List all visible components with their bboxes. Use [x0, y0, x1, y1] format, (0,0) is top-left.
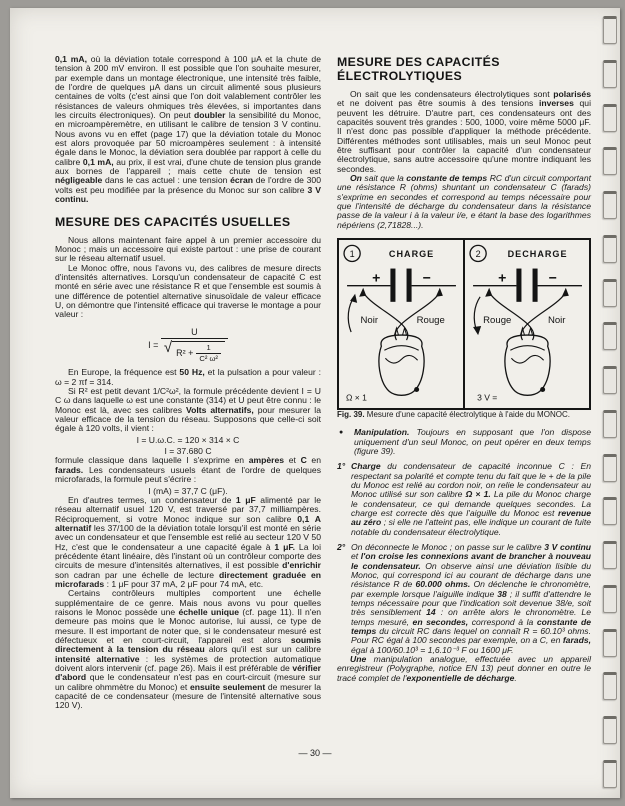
- binding-hole: [603, 147, 617, 175]
- monoc-meter-icon: [379, 328, 424, 395]
- binding-hole: [603, 629, 617, 657]
- manipulation-intro: [337, 428, 591, 456]
- figure-39: [337, 238, 591, 410]
- lead-wires: [485, 288, 569, 340]
- binding-hole: [603, 104, 617, 132]
- paragraph: Le Monoc offre, nous l'avons vu, des calibres de mesure directs d'intensités alternatives. Lorsqu'un condensateur de capacité C est monté en série avec une résistance R et que l'ensemble est soumis à une différence de potentiel alternative sinusoïdale de valeur efficace U, on démontre que l'intensité efficace qui traverse le montage a pour valeur :: [55, 262, 321, 320]
- svg-text:+: +: [372, 269, 381, 286]
- binding-hole: [603, 366, 617, 394]
- paragraph: En Europe, la fréquence est 50 Hz, et la pulsation a pour valeur : ω = 2 πf = 314.: [55, 367, 321, 387]
- paragraph-intro: 0,1 mA, où la déviation totale correspond à 100 μA et la chute de tension à 200 mV environ. Il est possible que l'on souhaite mesurer, par exemple dans un montage électronique, une intensité très faible, de l'ordre de quelques μA dans un circuit alimenté sous plusieurs centaines de volts (c'est ainsi que l'on doit valablement contrôler les résistances de valeurs ohmiques très élevées, si importantes dans les circuits électroniques). On peut doubler la sensibilité du Monoc, en microampèremètre, en utilisant le calibre de tension 3 V continu. Nous avons vu en effet (page 17) que la déviation totale du Monoc est alors provoquée par 50 microampères seulement : à intensité égale dans le Monoc, la déviation sera doublée par rapport à celle du calibre 0,1 mA, au prix, il est vrai, d'une chute de tension plus grande aux bornes de l'appareil ; mais cette chute de tension est négligeable dans le cas actuel : une tension écran de l'ordre de 300 volts est peu modifiée par la présence du Monoc sur son calibre 3 V continu.: [55, 54, 322, 205]
- step-body: On déconnecte le Monoc ; on passe sur le calibre 3 V continu et l'on croise les connexions avant de brancher à nouveau le condensateur. On observe ainsi une déviation lisible du Monoc, qui correspond ici au courant de décharge dans une résistance R de 60.000 ohms. On déclenche le chronomètre, par exemple lorsque l'aiguille indique 38 ; il suffit d'attendre le temps nécessaire pour que l'indication soit devenue 38/e, soit très sensiblement 14 : on arrête alors le chronomètre. Le temps mesuré, en secondes, correspond à la constante de temps du circuit RC dans lequel on connaît R = 60.10³ ohms. Pour RC égal à 100 secondes par exemple, on a C, en farads, égal à 100/60.10³ = 1,6.10⁻³ F ou 1600 μF.: [351, 541, 591, 655]
- manipulation-intro-text: Manipulation. Toujours en supposant que l'on dispose uniquement d'un seul Monoc, on peut opérer en deux temps (figure 39).: [354, 427, 591, 456]
- step-item-2: [337, 543, 591, 655]
- inner-fraction: [196, 344, 221, 363]
- lead-label-right: Rouge: [416, 315, 445, 327]
- binding-hole: [603, 672, 617, 700]
- panel-title: DECHARGE: [507, 249, 568, 260]
- paragraph: Nous allons maintenant faire appel à un premier accessoire du Monoc ; mais un accessoire qui existe partout : une prise de courant sur le réseau alternatif usuel.: [55, 234, 321, 264]
- panel-title: CHARGE: [388, 249, 435, 260]
- step-marker: 1°: [337, 461, 346, 472]
- closing-paragraph: Une manipulation analogue, effectuée avec un appareil enregistreur (Polygraphe, notice EN 13) peut donner en outre le tracé complet de l'exponentielle de décharge.: [337, 654, 591, 683]
- range-setting-label: 3 V =: [477, 392, 498, 403]
- lead-label-left: Noir: [360, 315, 379, 327]
- paragraph: formule classique dans laquelle I s'exprime en ampères et C en farads. Les condensateurs usuels étant de l'ordre de quelques microfarads, la formule peut s'écrire :: [55, 455, 321, 485]
- bullet-icon: ●: [339, 429, 344, 437]
- paragraph: En d'autres termes, un condensateur de 1 μF alimenté par le réseau alternatif usuel 120 V, est traversé par 37,7 milliampères. Réciproquement, si votre Monoc indique sur son calibre 0,1 A alternatif les 37/100 de la déviation totale lorsqu'il est monté en série avec un condensateur et que l'ensemble est relié au secteur 120 V 50 Hz, c'est que le condensateur a une capacité égale à 1 μF. La loi précédente étant linéaire, dès l'instant où un contrôleur comporte des circuits de mesure d'intensités alternatives, il est possible d'enrichir son cadran par une échelle de lecture directement graduée en microfarads : 1 μF pour 37 mA, 2 μF pour 74 mA, etc.: [55, 494, 321, 589]
- svg-text:−: −: [422, 269, 431, 286]
- radicand-term: R² +: [176, 348, 194, 359]
- lead-label-right: Noir: [547, 315, 566, 327]
- formula-lhs: I =: [148, 339, 159, 350]
- radical-sign: √: [163, 338, 173, 356]
- needle-direction-arrow-icon: [473, 297, 481, 335]
- equation-line: I = U.ω.C. = 120 × 314 × C: [136, 434, 240, 445]
- figure-panel-decharge: [463, 240, 589, 408]
- binding-hole: [603, 497, 617, 525]
- svg-text:+: +: [498, 269, 507, 286]
- capacitor-icon: [347, 269, 456, 302]
- scanned-document-page: [10, 8, 620, 798]
- manipulation-section: [337, 428, 591, 683]
- needle-direction-arrow-icon: [348, 294, 357, 332]
- lead-wires: [359, 288, 443, 340]
- svg-text:−: −: [548, 269, 557, 286]
- paragraph: Certains contrôleurs multiples comportent une échelle supplémentaire de ce genre. Mais nous avons vu pour quelles raisons le Monoc possède une échelle unique (cf. page 11). Il n'en demeure pas moins que le Monoc autorise, lui aussi, ce type de mesure. Il est important de noter que, si le condensateur mesuré est défectueux et en court-circuit, l'appareil est alors soumis directement à la tension du réseau alors qu'il est sur un calibre intensité alternative : les systèmes de protection automatique doivent alors intervenir (cf. page 26). Mais il est préférable de vérifier d'abord que le condensateur n'est pas en court-circuit (mesure sur un calibre ohmmètre du Monoc) et ensuite seulement de mesurer la capacité de ce condensateur (mesure de l'intensité alternative sous 120 V).: [55, 588, 322, 711]
- section-heading-capacites-electrolytiques: [337, 55, 591, 83]
- decharge-circuit-diagram: [465, 240, 589, 408]
- inner-denominator: C² ω²: [196, 353, 221, 364]
- section-heading-capacites-usuelles: MESURE DES CAPACITÉS USUELLES: [55, 214, 291, 229]
- binding-hole: [603, 716, 617, 744]
- binding-hole: [603, 585, 617, 613]
- svg-text:2: 2: [475, 249, 481, 260]
- left-column: [55, 55, 321, 711]
- step-body: Charge du condensateur de capacité inconnue C : En respectant sa polarité et compte tenu du fait que le + de la pile du Monoc est relié au cordon noir, on relie le condensateur au Monoc utilisé sur son calibre Ω × 1. La pile du Monoc charge le condensateur, ce qui demande quelques secondes. La charge est correcte dès que l'aiguille du Monoc est revenue au zéro ; si elle ne l'atteint pas, elle indique un courant de fuite notable du condensateur électrolytique.: [351, 461, 591, 537]
- figure-caption: Fig. 39. Mesure d'une capacité électrolytique à l'aide du MONOC.: [337, 410, 570, 420]
- figure-panel-charge: [339, 240, 463, 408]
- lead-label-left: Rouge: [483, 315, 512, 327]
- paragraph: Si R² est petit devant 1/C²ω², la formule précédente devient I = U C ω dans laquelle ω est une constante (314) et U peut être connu : le Monoc est là, avec ses calibres Volts alternatifs, pour mesurer la valeur efficace de la tension du réseau. Supposons que celle-ci soit égale à 120 volts, il vient :: [55, 386, 321, 434]
- binding-hole: [603, 16, 617, 44]
- binding-hole: [603, 279, 617, 307]
- equation-line: I (mA) = 37,7 C (μF).: [148, 485, 228, 496]
- equation-line: I = 37.680 C: [164, 446, 212, 457]
- paragraph: On sait que les condensateurs électrolytiques sont polarisés et ne doivent pas être soumis à des tensions inverses qui peuvent les détruire. D'autre part, ces condensateurs ont des capacités souvent très grandes : 500, 1000, voire même 5000 μF. Il n'est donc pas possible d'appliquer la méthode précédente. Différentes méthodes sont utilisables, mais un seul Monoc peut être suffisant pour contrôler la capacité d'un condensateur électrolytique, sans autre accessoire qu'une montre indiquant les secondes.: [337, 89, 591, 174]
- binding-hole: [603, 322, 617, 350]
- binding-hole: [603, 454, 617, 482]
- fraction-numerator: U: [191, 326, 198, 337]
- svg-text:1: 1: [349, 249, 355, 260]
- step-number-badge: [470, 246, 486, 262]
- fraction-denominator: [161, 338, 228, 363]
- binding-hole: [603, 60, 617, 88]
- heading-line: MESURE DES CAPACITÉS: [337, 55, 500, 69]
- monoc-meter-icon: [505, 328, 550, 395]
- formula-impedance: [55, 327, 321, 364]
- step-marker: 2°: [337, 541, 346, 552]
- charge-circuit-diagram: [339, 240, 463, 408]
- binding-hole: [603, 541, 617, 569]
- step-number-badge: [344, 246, 360, 262]
- range-setting-label: Ω × 1: [346, 392, 367, 403]
- binding-hole: [603, 235, 617, 263]
- right-column: [337, 55, 591, 683]
- binding-hole: [603, 760, 617, 788]
- page-number: — 30 —: [298, 748, 332, 758]
- fraction: [161, 327, 228, 364]
- binding-hole: [603, 191, 617, 219]
- heading-line: ÉLECTROLYTIQUES: [337, 69, 463, 83]
- step-item-1: [337, 462, 591, 537]
- binding-holes: [603, 16, 620, 788]
- binding-hole: [603, 410, 617, 438]
- inner-numerator: 1: [206, 342, 211, 352]
- paragraph-italic: On sait que la constante de temps RC d'un circuit comportant une résistance R (ohms) shuntant un condensateur C (farads) s'exprime en secondes et correspond au temps nécessaire pour que l'intensité de décharge du condensateur dans la résistance passe de la valeur i à la valeur i/e, e étant la base des logarithmes népériens (2,71828...).: [337, 173, 591, 230]
- capacitor-icon: [473, 269, 582, 302]
